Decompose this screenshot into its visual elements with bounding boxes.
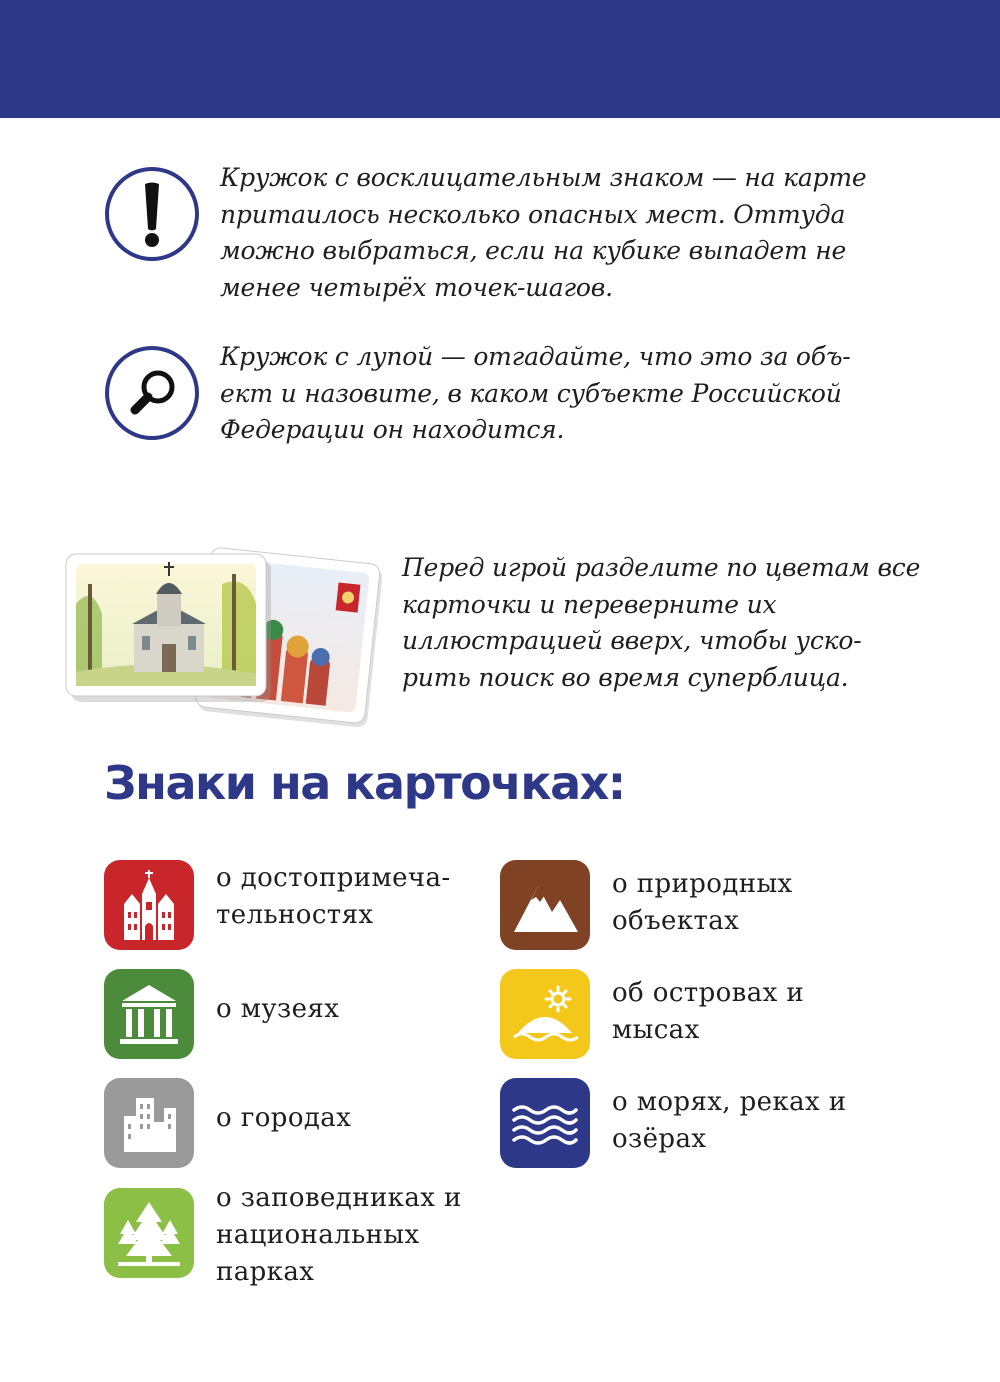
city-icon (104, 1078, 194, 1168)
badge-landmarks (104, 860, 194, 950)
badge-islands (500, 969, 590, 1059)
badge-reserves (104, 1188, 194, 1278)
landmark-icon (104, 860, 194, 950)
rule-magnifier-text: Кружок с лупой — отгадайте, что это за объ-ект и назовите, в каком субъекте Российской Федерации он находится. (220, 342, 851, 444)
sign-label-museums: о музеях (216, 994, 340, 1024)
sign-label-reserves: о заповедниках и национальных парках (216, 1183, 462, 1287)
badge-nature (500, 860, 590, 950)
signs-title: Знаки на карточках: (104, 756, 625, 810)
badge-museums (104, 969, 194, 1059)
sign-label-islands: об островах и мысах (612, 978, 805, 1045)
sign-label-cities: о городах (216, 1103, 352, 1133)
badge-cities (104, 1078, 194, 1168)
sign-label-landmarks: о достопримеча-тельностях (216, 863, 451, 930)
header-bar (0, 0, 1000, 118)
sign-label-nature: о природных объектах (612, 869, 793, 936)
museum-icon (104, 969, 194, 1059)
island-icon (500, 969, 590, 1059)
waves-icon (500, 1078, 590, 1168)
cards-illustration (62, 544, 382, 734)
forest-icon (104, 1188, 194, 1278)
rule-exclamation-text: Кружок с восклицательным знаком — на карте притаилось несколько опасных мест. Оттуда можно выбраться, если на кубике выпадет не менее четырёх точек-шагов. (220, 163, 867, 302)
exclamation-circle-icon (104, 166, 200, 262)
magnifier-circle-icon (104, 345, 200, 441)
mountain-icon (500, 860, 590, 950)
card-church (66, 554, 271, 702)
badge-waters (500, 1078, 590, 1168)
sign-label-waters: о морях, реках и озёрах (612, 1087, 847, 1154)
cards-note: Перед игрой разделите по цветам все карточки и переверните их иллюстрацией вверх, чтобы уско-рить поиск во время суперблица. (402, 553, 921, 692)
